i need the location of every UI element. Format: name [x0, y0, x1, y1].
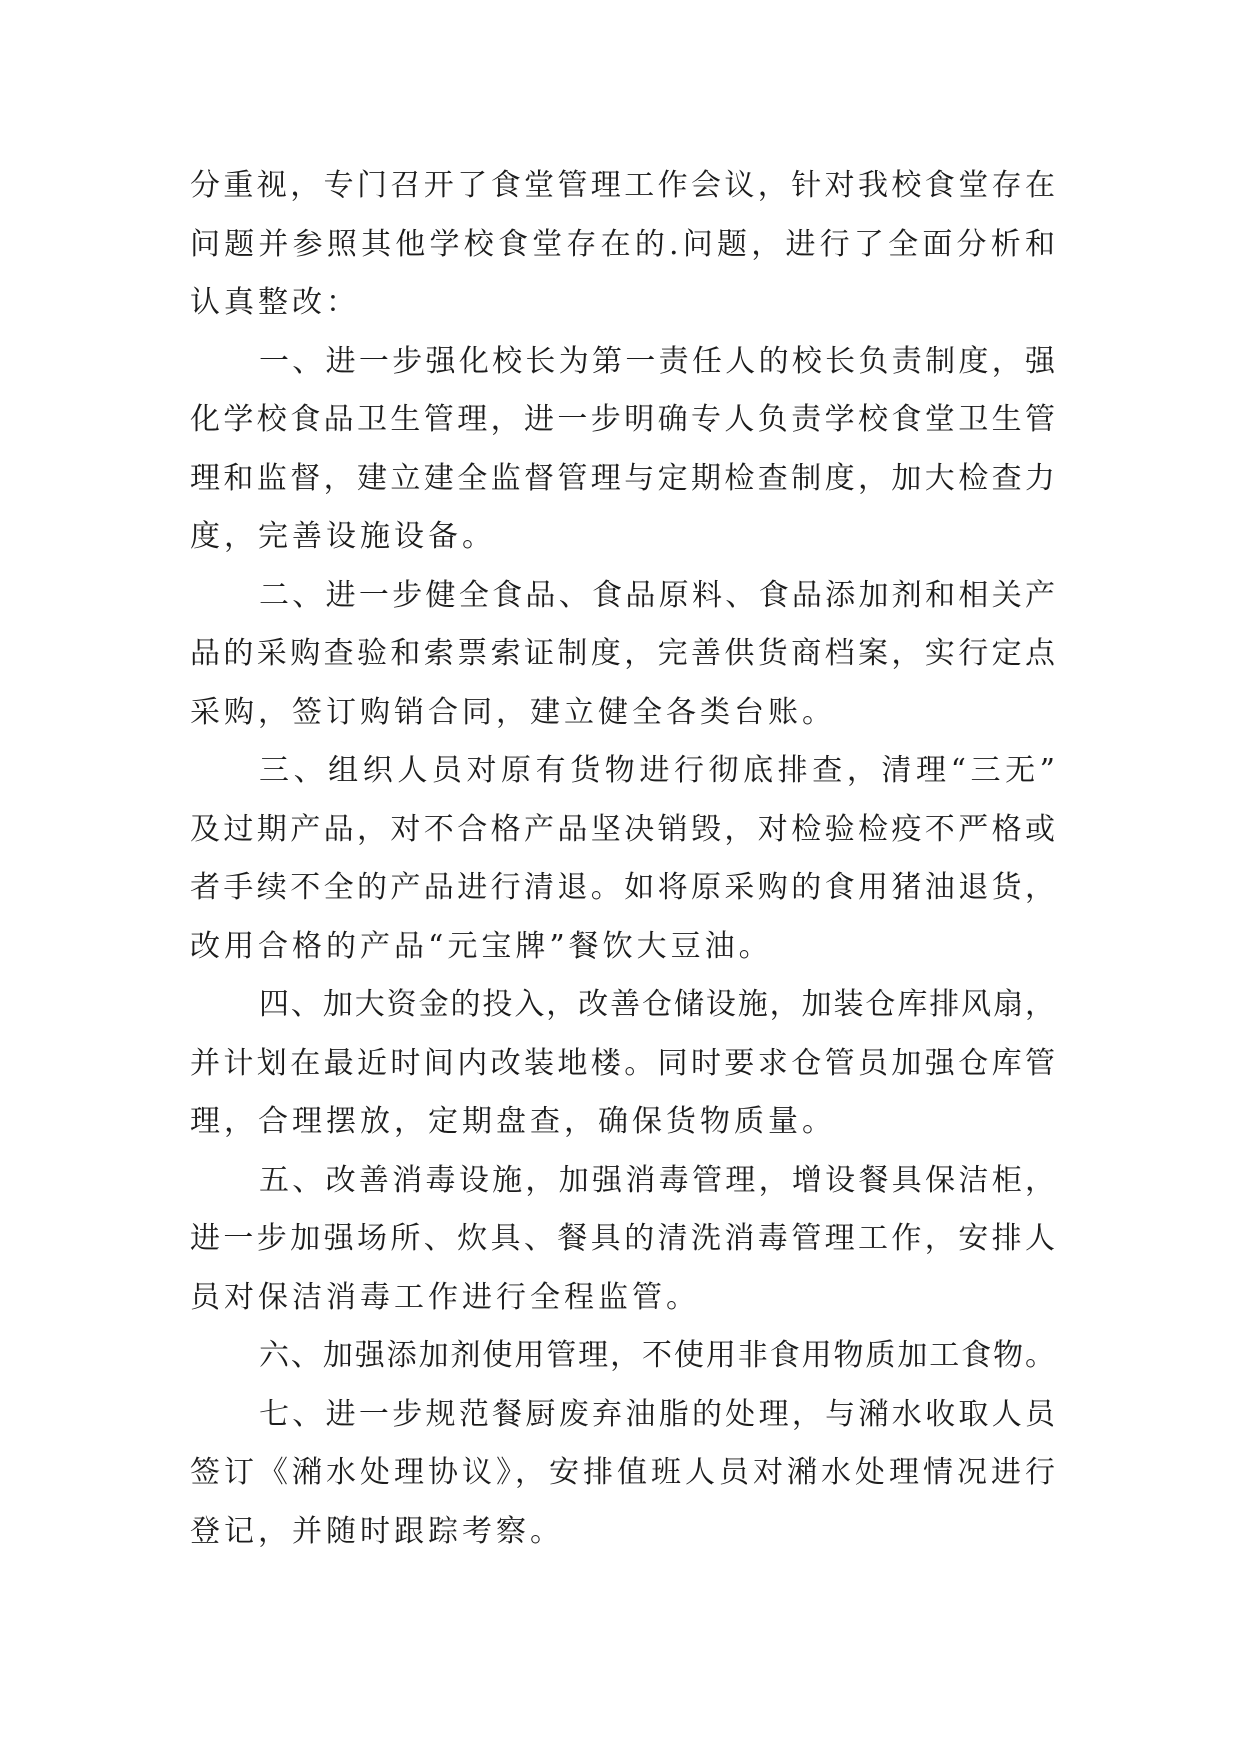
paragraph-item-6 [190, 1327, 1055, 1386]
paragraph-item-5 [190, 1152, 1055, 1328]
paragraph-line: 登记，并随时跟踪考察。 [190, 1513, 564, 1549]
paragraph-item-2 [190, 567, 1055, 743]
paragraph-line: 采购，签订购销合同，建立健全各类台账。 [190, 694, 836, 730]
paragraph-line: 一、进一步强化校长为第一责任人的校长负责制度，强 [259, 343, 1055, 379]
paragraph-item-1 [190, 333, 1055, 567]
paragraph-line: 员对保洁消毒工作进行全程监管。 [190, 1279, 700, 1315]
paragraph-line: 进一步加强场所、炊具、餐具的清洗消毒管理工作，安排人 [190, 1221, 1055, 1256]
paragraph-line: 化学校食品卫生管理，进一步明确专人负责学校食堂卫生管 [190, 402, 1055, 437]
paragraph-line: 品的采购查验和索票索证制度，完善供货商档案，实行定点 [190, 636, 1055, 671]
paragraph-line: 理，合理摆放，定期盘查，确保货物质量。 [190, 1104, 836, 1139]
paragraph-line: 并计划在最近时间内改装地楼。同时要求仓管员加强仓库管 [190, 1045, 1055, 1081]
paragraph-line: 六、加强添加剂使用管理，不使用非食用物质加工食物。 [259, 1338, 1055, 1373]
paragraph-line: 者手续不全的产品进行清退。如将原采购的食用猪油退货， [190, 870, 1055, 905]
paragraph-line: 理和监督，建立建全监督管理与定期检查制度，加大检查力 [190, 460, 1055, 496]
paragraph-line: 签订《潲水处理协议》，安排值班人员对潲水处理情况进行 [190, 1455, 1055, 1490]
paragraph-item-3 [190, 742, 1055, 976]
document-body [190, 157, 1055, 1561]
paragraph-item-7 [190, 1386, 1055, 1562]
paragraph-line: 七、进一步规范餐厨废弃油脂的处理，与潲水收取人员 [259, 1396, 1055, 1432]
paragraph-line: 三、组织人员对原有货物进行彻底排查，清理“三无” [259, 753, 1055, 788]
paragraph-line: 及过期产品，对不合格产品坚决销毁，对检验检疫不严格或 [190, 811, 1055, 847]
paragraph-line: 五、改善消毒设施，加强消毒管理，增设餐具保洁柜， [259, 1162, 1055, 1198]
paragraph-line: 问题并参照其他学校食堂存在的.问题，进行了全面分析和 [190, 226, 1055, 262]
paragraph-line: 度，完善设施设备。 [190, 519, 496, 554]
paragraph-line: 分重视，专门召开了食堂管理工作会议，针对我校食堂存在 [190, 168, 1055, 203]
paragraph-line: 四、加大资金的投入，改善仓储设施，加装仓库排风扇， [259, 987, 1055, 1022]
paragraph-line: 二、进一步健全食品、食品原料、食品添加剂和相关产 [259, 577, 1055, 613]
paragraph-line: 改用合格的产品“元宝牌”餐饮大豆油。 [190, 928, 773, 964]
paragraph-continuation [190, 157, 1055, 333]
paragraph-item-4 [190, 976, 1055, 1152]
paragraph-line: 认真整改： [190, 285, 360, 320]
